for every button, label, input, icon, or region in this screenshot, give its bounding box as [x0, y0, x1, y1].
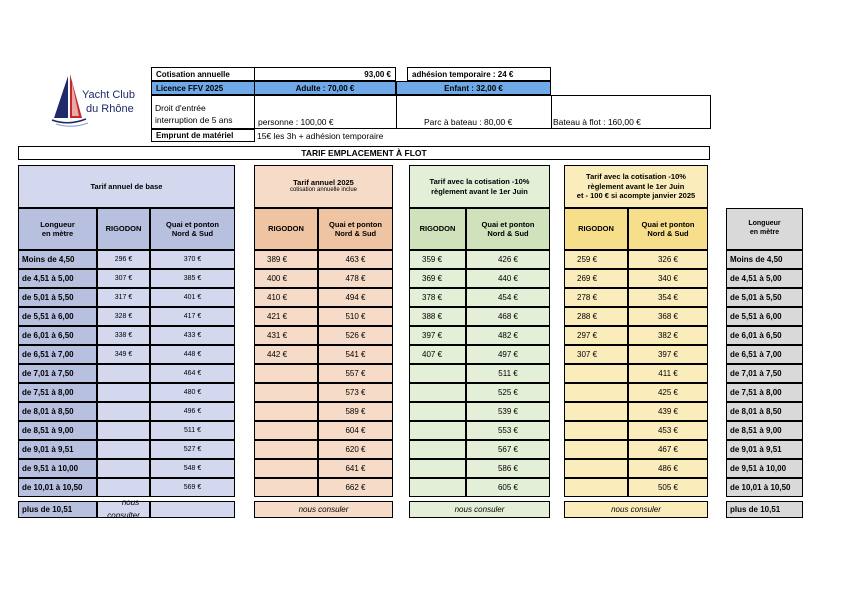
t2025-rigodon: [254, 383, 318, 402]
base-rigodon: 307 €: [97, 269, 150, 288]
base-rigodon: [97, 440, 150, 459]
green-quai: 511 €: [466, 364, 550, 383]
yellow-quai: 467 €: [628, 440, 708, 459]
row-length: de 4,51 à 5,00: [18, 269, 97, 288]
last-row-len: plus de 10,51: [18, 501, 97, 518]
green-rigodon: 388 €: [409, 307, 466, 326]
base-rigodon: 338 €: [97, 326, 150, 345]
green-quai: 454 €: [466, 288, 550, 307]
base-quai: 385 €: [150, 269, 235, 288]
row-length: de 7,51 à 8,00: [18, 383, 97, 402]
base-rigodon: 328 €: [97, 307, 150, 326]
logo-line-1: Yacht Club: [82, 89, 135, 101]
base-rigodon: [97, 402, 150, 421]
yellow-rigodon: 307 €: [564, 345, 628, 364]
t2025-rigodon: [254, 459, 318, 478]
green-rigodon: 397 €: [409, 326, 466, 345]
header-longueur-right: [726, 208, 803, 250]
yellow-quai: 453 €: [628, 421, 708, 440]
t2025-rigodon: 410 €: [254, 288, 318, 307]
green-rigodon: 369 €: [409, 269, 466, 288]
cotisation-value: 93,00 €: [254, 67, 396, 81]
row-length-right: de 10,01 à 10,50: [726, 478, 803, 497]
row-length-right: de 6,51 à 7,00: [726, 345, 803, 364]
licence-adulte: Adulte : 70,00 €: [254, 81, 396, 95]
yellow-quai: 411 €: [628, 364, 708, 383]
green-rigodon: [409, 478, 466, 497]
header-yellow-quai: [628, 208, 708, 250]
row-length: de 6,01 à 6,50: [18, 326, 97, 345]
droit-parc: Parc à bateau : 80,00 €: [424, 117, 513, 127]
green-quai: 468 €: [466, 307, 550, 326]
yellow-rigodon: [564, 402, 628, 421]
longueur-l2: en mètre: [41, 229, 74, 238]
base-quai: 417 €: [150, 307, 235, 326]
yellow-rigodon: [564, 383, 628, 402]
droit-line-2: interruption de 5 ans: [155, 115, 233, 126]
row-length-right: de 4,51 à 5,00: [726, 269, 803, 288]
yacht-club-logo: [48, 72, 148, 130]
emprunt-label: Emprunt de matériel: [151, 129, 255, 142]
longueur-r2: en mètre: [749, 229, 780, 236]
green-quai: 553 €: [466, 421, 550, 440]
t2025-rigodon: 431 €: [254, 326, 318, 345]
t2025-quai: 573 €: [318, 383, 393, 402]
header-green-rigodon: RIGODON: [409, 208, 466, 250]
emprunt-value: 15€ les 3h + adhésion temporaire: [257, 130, 384, 141]
licence-enfant: Enfant : 32,00 €: [396, 81, 551, 95]
yellow-quai: 425 €: [628, 383, 708, 402]
adhesion-temporaire: adhésion temporaire : 24 €: [407, 67, 551, 81]
yellow-l1: Tarif avec la cotisation -10%: [586, 172, 686, 182]
t2025-quai: 478 €: [318, 269, 393, 288]
header-green-quai: [466, 208, 550, 250]
green-quai: 539 €: [466, 402, 550, 421]
green-quai: 605 €: [466, 478, 550, 497]
header-yellow: [564, 165, 708, 208]
yellow-quai: 505 €: [628, 478, 708, 497]
base-rigodon: 296 €: [97, 250, 150, 269]
droit-flot: Bateau à flot : 160,00 €: [553, 117, 641, 127]
last-row-green: nous consuler: [409, 501, 550, 518]
row-length: de 5,01 à 5,50: [18, 288, 97, 307]
t2025-quai: 604 €: [318, 421, 393, 440]
base-rigodon: [97, 383, 150, 402]
cotisation-label: Cotisation annuelle: [151, 67, 255, 81]
t2025-quai: 589 €: [318, 402, 393, 421]
green-rigodon: [409, 421, 466, 440]
green-quai: 426 €: [466, 250, 550, 269]
row-length: de 5,51 à 6,00: [18, 307, 97, 326]
row-length: de 8,51 à 9,00: [18, 421, 97, 440]
green-rigodon: 407 €: [409, 345, 466, 364]
header-longueur: [18, 208, 97, 250]
t2025-rigodon: [254, 364, 318, 383]
yellow-quai: 340 €: [628, 269, 708, 288]
last-row-base-quai: [150, 501, 235, 518]
quai-l1: Quai et ponton: [329, 219, 382, 229]
base-rigodon: [97, 364, 150, 383]
row-length: de 10,01 à 10,50: [18, 478, 97, 497]
row-length: Moins de 4,50: [18, 250, 97, 269]
droit-entree-label: [155, 102, 233, 127]
base-quai: 448 €: [150, 345, 235, 364]
row-length-right: de 9,01 à 9,51: [726, 440, 803, 459]
t2025-rigodon: [254, 440, 318, 459]
quai-l2: Nord & Sud: [647, 229, 689, 238]
t2025-rigodon: 400 €: [254, 269, 318, 288]
t2025-quai: 526 €: [318, 326, 393, 345]
yellow-quai: 368 €: [628, 307, 708, 326]
t2025-rigodon: [254, 421, 318, 440]
header-green: [409, 165, 550, 208]
row-length-right: de 8,01 à 8,50: [726, 402, 803, 421]
green-quai: 586 €: [466, 459, 550, 478]
last-row-base-rig: [97, 497, 150, 520]
base-quai: 527 €: [150, 440, 235, 459]
t2025-sub: cotisation annuelle inclue: [289, 187, 358, 194]
yellow-rigodon: 297 €: [564, 326, 628, 345]
row-length: de 7,01 à 7,50: [18, 364, 97, 383]
t2025-quai: 620 €: [318, 440, 393, 459]
base-rigodon: [97, 478, 150, 497]
yellow-rigodon: [564, 459, 628, 478]
header-base-rigodon: RIGODON: [97, 208, 150, 250]
base-rigodon: 317 €: [97, 288, 150, 307]
row-length-right: de 8,51 à 9,00: [726, 421, 803, 440]
green-quai: 567 €: [466, 440, 550, 459]
green-l2: règlement avant le 1er Juin: [431, 186, 528, 196]
green-quai: 525 €: [466, 383, 550, 402]
base-quai: 370 €: [150, 250, 235, 269]
row-length-right: de 7,01 à 7,50: [726, 364, 803, 383]
row-length: de 9,51 à 10,00: [18, 459, 97, 478]
yellow-quai: 486 €: [628, 459, 708, 478]
yellow-quai: 439 €: [628, 402, 708, 421]
base-quai: 569 €: [150, 478, 235, 497]
green-rigodon: 378 €: [409, 288, 466, 307]
yellow-quai: 382 €: [628, 326, 708, 345]
row-length-right: Moins de 4,50: [726, 250, 803, 269]
green-quai: 482 €: [466, 326, 550, 345]
green-quai: 497 €: [466, 345, 550, 364]
longueur-r1: Longueur: [748, 220, 781, 228]
quai-l2: Nord & Sud: [334, 229, 377, 238]
base-quai: 401 €: [150, 288, 235, 307]
yellow-rigodon: 278 €: [564, 288, 628, 307]
green-rigodon: [409, 459, 466, 478]
t2025-quai: 641 €: [318, 459, 393, 478]
yellow-rigodon: [564, 440, 628, 459]
green-rigodon: [409, 364, 466, 383]
green-rigodon: [409, 402, 466, 421]
header-2025-rigodon: RIGODON: [254, 208, 318, 250]
last-row-2025: nous consuler: [254, 501, 393, 518]
t2025-rigodon: 442 €: [254, 345, 318, 364]
t2025-quai: 662 €: [318, 478, 393, 497]
yellow-rigodon: 259 €: [564, 250, 628, 269]
row-length-right: de 9,51 à 10,00: [726, 459, 803, 478]
yellow-quai: 397 €: [628, 345, 708, 364]
yellow-l2: règlement avant le 1er Juin: [587, 181, 685, 191]
row-length: de 9,01 à 9,51: [18, 440, 97, 459]
base-rigodon: 349 €: [97, 345, 150, 364]
t2025-quai: 557 €: [318, 364, 393, 383]
last-row-len-right: plus de 10,51: [726, 501, 803, 518]
t2025-quai: 494 €: [318, 288, 393, 307]
yellow-quai: 326 €: [628, 250, 708, 269]
t2025-quai: 510 €: [318, 307, 393, 326]
droit-personne: personne : 100,00 €: [258, 117, 334, 127]
yellow-rigodon: 269 €: [564, 269, 628, 288]
yellow-rigodon: [564, 421, 628, 440]
last-row-yellow: nous consuler: [564, 501, 708, 518]
base-quai: 511 €: [150, 421, 235, 440]
page-title: TARIF EMPLACEMENT À FLOT: [18, 146, 710, 160]
quai-l2: Nord & Sud: [487, 229, 529, 238]
base-quai: 464 €: [150, 364, 235, 383]
green-l1: Tarif avec la cotisation -10%: [429, 177, 530, 187]
t2025-quai: 463 €: [318, 250, 393, 269]
row-length-right: de 7,51 à 8,00: [726, 383, 803, 402]
yellow-rigodon: [564, 364, 628, 383]
quai-l1: Quai et ponton: [166, 219, 219, 229]
base-quai: 548 €: [150, 459, 235, 478]
row-length-right: de 6,01 à 6,50: [726, 326, 803, 345]
row-length: de 8,01 à 8,50: [18, 402, 97, 421]
base-quai: 433 €: [150, 326, 235, 345]
t2025-rigodon: 421 €: [254, 307, 318, 326]
t2025-rigodon: 389 €: [254, 250, 318, 269]
nous-2: consulter: [107, 510, 140, 520]
nous-1: nous: [121, 497, 140, 507]
base-quai: 496 €: [150, 402, 235, 421]
base-rigodon: [97, 421, 150, 440]
quai-l1: Quai et ponton: [641, 219, 695, 229]
row-length-right: de 5,01 à 5,50: [726, 288, 803, 307]
header-yellow-rigodon: RIGODON: [564, 208, 628, 250]
header-base: Tarif annuel de base: [18, 165, 235, 208]
quai-l2: Nord & Sud: [171, 229, 214, 238]
header-2025: [254, 165, 393, 208]
longueur-l1: Longueur: [40, 219, 75, 229]
t2025-l1: Tarif annuel 2025: [293, 178, 354, 188]
quai-l1: Quai et ponton: [481, 219, 535, 229]
row-length: de 6,51 à 7,00: [18, 345, 97, 364]
yellow-l3: et - 100 € si acompte janvier 2025: [576, 191, 696, 201]
header-2025-quai: [318, 208, 393, 250]
droit-line-1: Droit d'entrée: [155, 103, 206, 113]
green-rigodon: 359 €: [409, 250, 466, 269]
logo-line-2: du Rhône: [86, 103, 134, 116]
green-rigodon: [409, 383, 466, 402]
header-base-quai: [150, 208, 235, 250]
yellow-rigodon: 288 €: [564, 307, 628, 326]
yellow-rigodon: [564, 478, 628, 497]
green-rigodon: [409, 440, 466, 459]
t2025-rigodon: [254, 478, 318, 497]
licence-label: Licence FFV 2025: [151, 81, 255, 95]
t2025-quai: 541 €: [318, 345, 393, 364]
base-quai: 480 €: [150, 383, 235, 402]
green-quai: 440 €: [466, 269, 550, 288]
t2025-rigodon: [254, 402, 318, 421]
row-length-right: de 5,51 à 6,00: [726, 307, 803, 326]
base-rigodon: [97, 459, 150, 478]
yellow-quai: 354 €: [628, 288, 708, 307]
